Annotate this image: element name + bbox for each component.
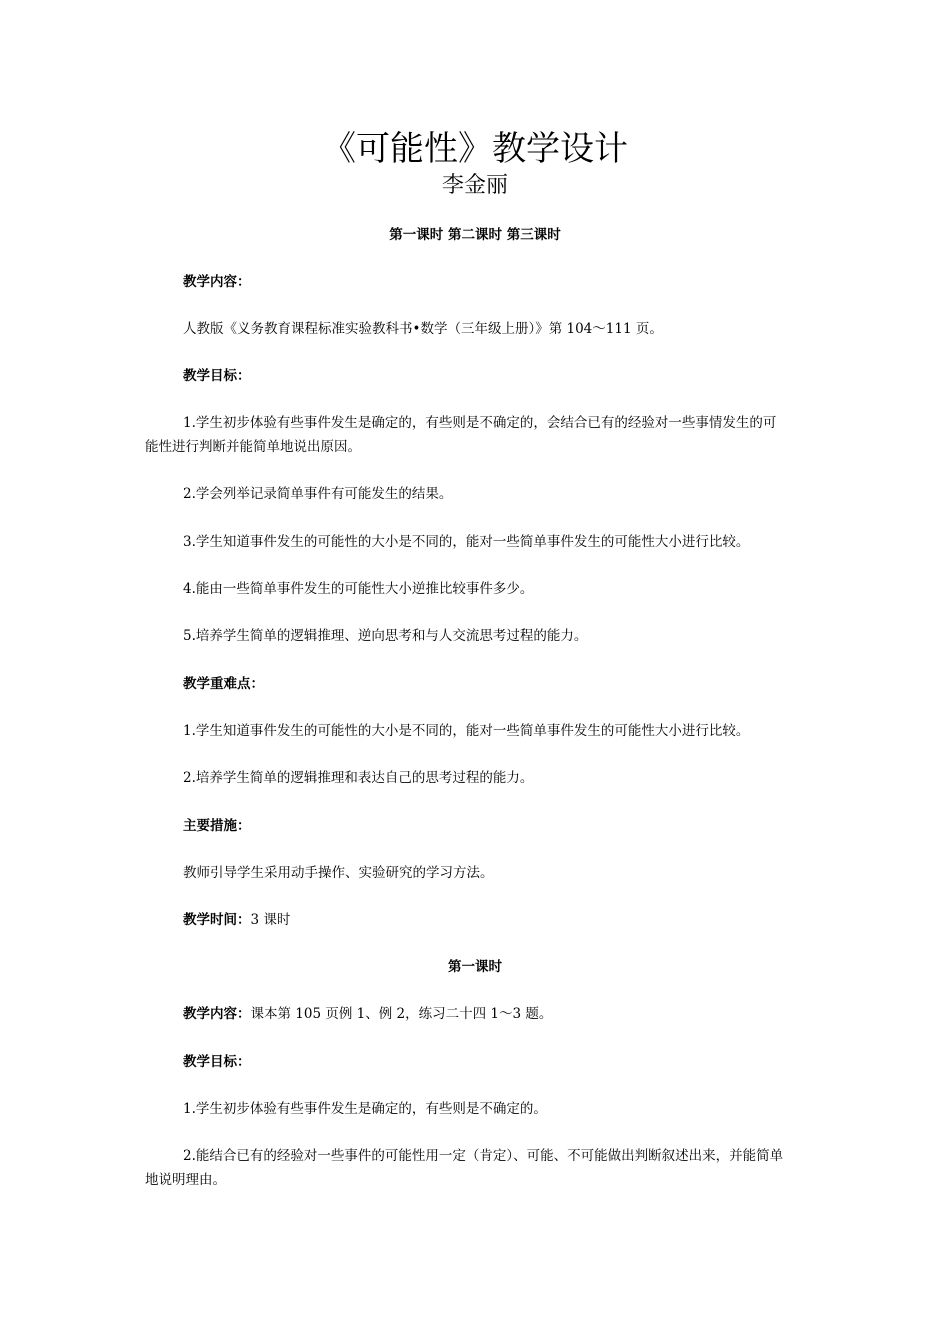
content-text: 人教版《义务教育课程标准实验教科书•数学（三年级上册）》第 104～111 页。 — [183, 321, 663, 337]
measures-text: 教师引导学生采用动手操作、实验研究的学习方法。 — [183, 865, 494, 881]
document-title: 《可能性》教学设计 — [322, 129, 628, 169]
lesson1-content-heading: 教学内容： — [183, 1006, 251, 1022]
keypoints-heading: 教学重难点： — [183, 676, 264, 692]
lesson1-heading: 第一课时 — [448, 959, 502, 975]
goal-item: 5.培养学生简单的逻辑推理、逆向思考和与人交流思考过程的能力。 — [183, 628, 588, 644]
lesson1-goal-item: 2.能结合已有的经验对一些事件的可能性用一定（肯定）、可能、不可能做出判断叙述出来，并能简单 — [183, 1148, 784, 1164]
time-text: 3 课时 — [250, 912, 291, 928]
lesson1-content-line — [183, 1004, 552, 1024]
periods-line: 第一课时 第二课时 第三课时 — [389, 227, 561, 243]
goal-item: 1.学生初步体验有些事件发生是确定的，有些则是不确定的，会结合已有的经验对一些事情发生的可 — [183, 415, 777, 431]
lesson1-goal-item-continuation: 地说明理由。 — [145, 1172, 226, 1188]
goal-item: 4.能由一些简单事件发生的可能性大小逆推比较事件多少。 — [183, 581, 534, 597]
document-author: 李金丽 — [441, 173, 508, 198]
goals-heading: 教学目标： — [183, 368, 251, 384]
goal-item: 3.学生知道事件发生的可能性的大小是不同的，能对一些简单事件发生的可能性大小进行比较。 — [183, 534, 750, 550]
measures-heading: 主要措施： — [183, 818, 251, 834]
lesson1-content-text: 课本第 105 页例 1、例 2，练习二十四 1～3 题。 — [250, 1006, 553, 1022]
keypoint-item: 1.学生知道事件发生的可能性的大小是不同的，能对一些简单事件发生的可能性大小进行比较。 — [183, 723, 750, 739]
keypoint-item: 2.培养学生简单的逻辑推理和表达自己的思考过程的能力。 — [183, 770, 534, 786]
time-line — [183, 910, 290, 930]
lesson1-goal-item: 1.学生初步体验有些事件发生是确定的，有些则是不确定的。 — [183, 1101, 547, 1117]
goal-item: 2.学会列举记录简单事件有可能发生的结果。 — [183, 486, 453, 502]
time-heading: 教学时间： — [183, 912, 251, 928]
goal-item-continuation: 能性进行判断并能简单地说出原因。 — [145, 439, 361, 455]
lesson1-goals-heading: 教学目标： — [183, 1054, 251, 1070]
content-heading: 教学内容： — [183, 274, 251, 290]
